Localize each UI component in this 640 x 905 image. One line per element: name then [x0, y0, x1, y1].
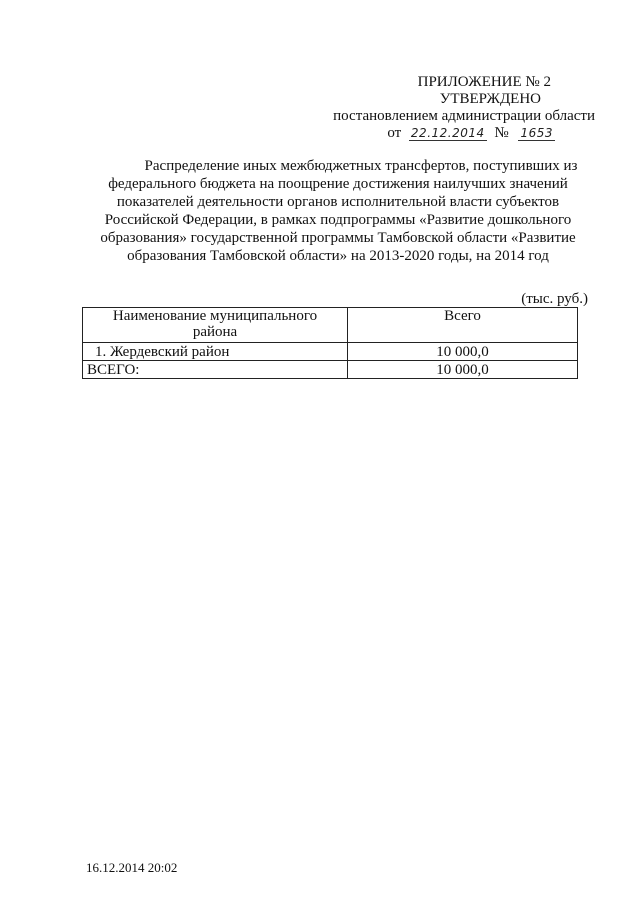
total-label: ВСЕГО:: [83, 361, 348, 379]
approval-header: [320, 74, 595, 142]
decree-label: постановлением администрации области: [333, 108, 595, 124]
decree-number-handwritten: 1653: [520, 126, 553, 140]
total-value: 10 000,0: [348, 361, 578, 379]
column-header-municipality: [83, 308, 348, 343]
table-row: [83, 343, 578, 361]
amount-value: 10 000,0: [348, 343, 578, 361]
annex-label: ПРИЛОЖЕНИЕ № 2: [417, 74, 551, 90]
municipality-name: 1. Жердевский район: [83, 343, 348, 361]
column-header-total: Всего: [348, 308, 578, 343]
print-timestamp: 16.12.2014 20:02: [86, 860, 178, 875]
decree-date-line: [320, 125, 595, 142]
title-line: образования Тамбовской области» на 2013-2020 годы, на 2014 год: [127, 248, 549, 264]
title-line: образования» государственной программы Тамбовской области «Развитие: [100, 230, 576, 246]
column-header-line: Наименование муниципального: [112, 308, 318, 324]
number-prefix: №: [494, 125, 509, 141]
title-line: Российской Федерации, в рамках подпрограммы «Развитие дошкольного: [104, 212, 572, 228]
column-header-line: района: [192, 324, 238, 340]
table-header-row: [83, 308, 578, 343]
currency-unit: (тыс. руб.): [521, 291, 588, 307]
date-prefix: от: [387, 125, 402, 141]
distribution-table: [82, 307, 578, 379]
table-total-row: [83, 361, 578, 379]
title-line: показателей деятельности органов исполнительной власти субъектов: [116, 194, 560, 210]
document-title: [82, 157, 594, 265]
approved-label: УТВЕРЖДЕНО: [439, 91, 541, 107]
title-line: федерального бюджета на поощрение достижения наилучших значений: [108, 176, 568, 192]
decree-date-handwritten: 22.12.2014: [410, 126, 485, 140]
title-line: Распределение иных межбюджетных трансфертов, поступивших из: [144, 158, 578, 174]
